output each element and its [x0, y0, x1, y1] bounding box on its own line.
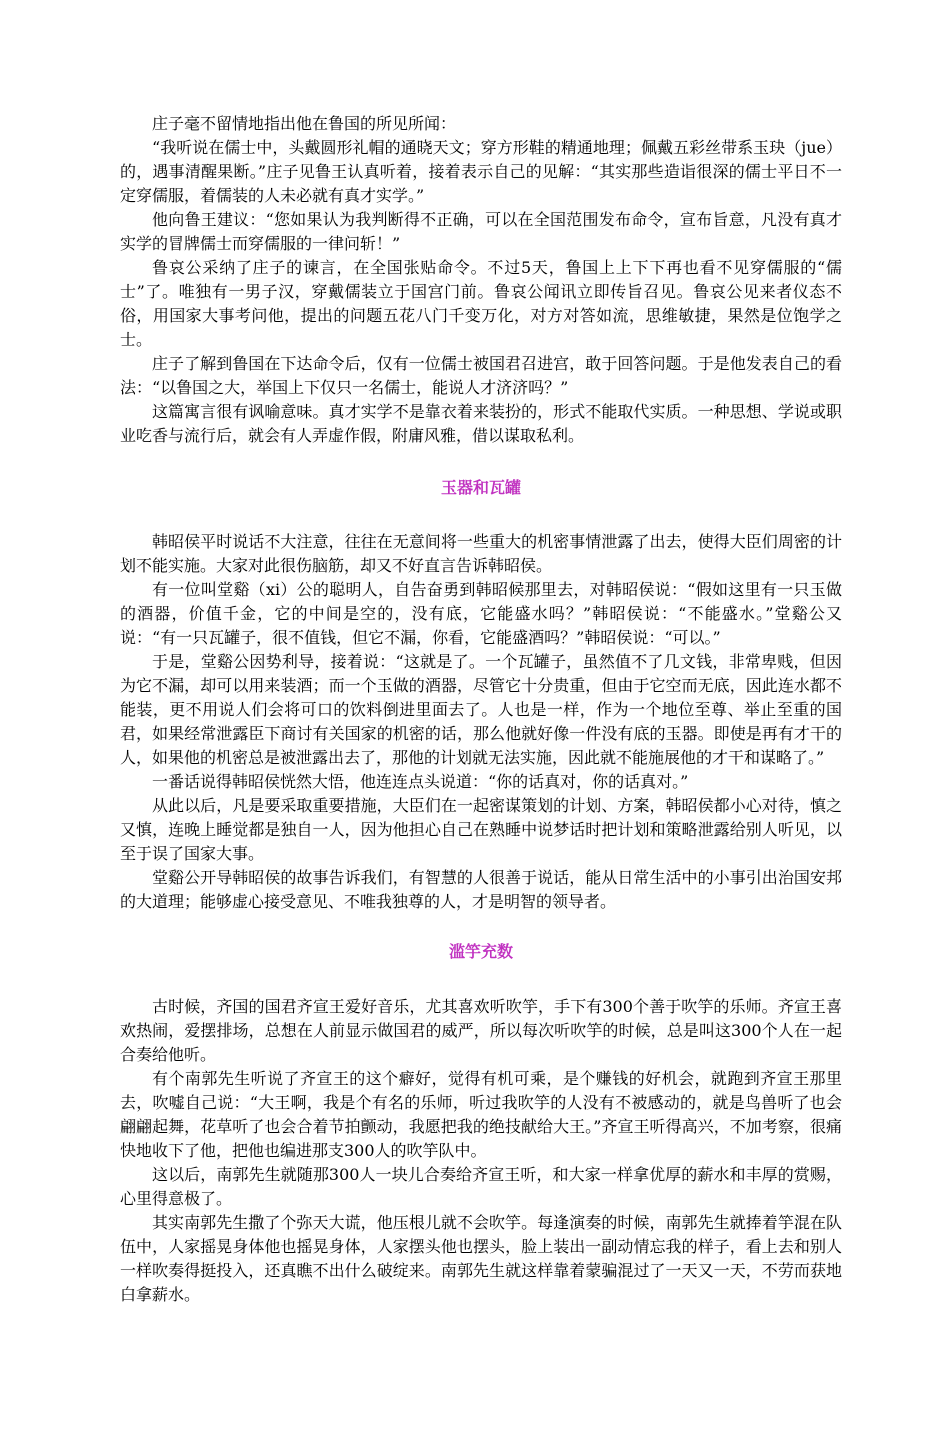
- paragraph: 这以后，南郭先生就随那300人一块儿合奏给齐宣王听，和大家一样拿优厚的薪水和丰厚的赏赐，心里得意极了。: [120, 1165, 842, 1208]
- paragraph: 这篇寓言很有讽喻意味。真才实学不是靠衣着来装扮的，形式不能取代实质。一种思想、学说或职业吃香与流行后，就会有人弄虚作假，附庸风雅，借以谋取私利。: [120, 402, 842, 445]
- paragraph: 庄子了解到鲁国在下达命令后，仅有一位儒士被国君召进宫，敢于回答问题。于是他发表自己的看法：“以鲁国之大，举国上下仅只一名儒士，能说人才济济吗？”: [120, 354, 842, 397]
- paragraph: 于是，堂谿公因势利导，接着说：“这就是了。一个瓦罐子，虽然值不了几文钱，非常卑贱，但因为它不漏，却可以用来装酒；而一个玉做的酒器，尽管它十分贵重，但由于它空而无底，因此连水都不能装，更不用说人们会将可口的饮料倒进里面去了。人也是一样，作为一个地位至尊、举止至重的国君，如果经常泄露臣下商讨有关国家的机密的话，那么他就好像一件没有底的玉器。即使是再有才干的人，如果他的机密总是被泄露出去了，那他的计划就无法实施，因此就不能施展他的才干和谋略了。”: [120, 652, 842, 767]
- paragraph: 鲁哀公采纳了庄子的谏言，在全国张贴命令。不过5天，鲁国上上下下再也看不见穿儒服的“儒士”了。唯独有一男子汉，穿戴儒装立于国宫门前。鲁哀公闻讯立即传旨召见。鲁哀公见来者仪态不俗，用国家大事考问他，提出的问题五花八门千变万化，对方对答如流，思维敏捷，果然是位饱学之士。: [120, 258, 842, 349]
- paragraph: 从此以后，凡是要采取重要措施，大臣们在一起密谋策划的计划、方案，韩昭侯都小心对待，慎之又慎，连晚上睡觉都是独自一人，因为他担心自己在熟睡中说梦话时把计划和策略泄露给别人听见，以至于误了国家大事。: [120, 796, 842, 863]
- section-lan-yu-chong-shu: [120, 995, 842, 1307]
- document-page: [120, 112, 842, 1307]
- paragraph: 庄子毫不留情地指出他在鲁国的所见所闻：: [152, 114, 457, 133]
- section-heading-lan-yu-chong-shu: 滥竽充数: [448, 942, 513, 961]
- paragraph: 韩昭侯平时说话不大注意，往往在无意间将一些重大的机密事情泄露了出去，使得大臣们周密的计划不能实施。大家对此很伤脑筋，却又不好直言告诉韩昭侯。: [120, 532, 842, 575]
- paragraph: 古时候，齐国的国君齐宣王爱好音乐，尤其喜欢听吹竽，手下有300个善于吹竽的乐师。齐宣王喜欢热闹，爱摆排场，总想在人前显示做国君的威严，所以每次听吹竽的时候，总是叫这300个人在一起合奏给他听。: [120, 997, 842, 1064]
- paragraph: 有个南郭先生听说了齐宣王的这个癖好，觉得有机可乘，是个赚钱的好机会，就跑到齐宣王那里去，吹嘘自己说：“大王啊，我是个有名的乐师，听过我吹竽的人没有不被感动的，就是鸟兽听了也会翩翩起舞，花草听了也会合着节拍颤动，我愿把我的绝技献给大王。”齐宣王听得高兴，不加考察，很痛快地收下了他，把他也编进那支300人的吹竽队中。: [120, 1069, 842, 1160]
- section-jade-and-jar: [120, 530, 842, 914]
- paragraph: 有一位叫堂谿（xi）公的聪明人，自告奋勇到韩昭候那里去，对韩昭侯说：“假如这里有一只玉做的酒器，价值千金，它的中间是空的，没有底，它能盛水吗？”韩昭侯说：“不能盛水。”堂谿公又说：“有一只瓦罐子，很不值钱，但它不漏，你看，它能盛酒吗？”韩昭侯说：“可以。”: [120, 580, 842, 647]
- paragraph: 堂谿公开导韩昭侯的故事告诉我们，有智慧的人很善于说话，能从日常生活中的小事引出治国安邦的大道理；能够虚心接受意见、不唯我独尊的人，才是明智的领导者。: [120, 868, 842, 911]
- section-heading-jade-and-jar: 玉器和瓦罐: [440, 478, 521, 497]
- paragraph: 他向鲁王建议：“您如果认为我判断得不正确，可以在全国范围发布命令，宣布旨意，凡没有真才实学的冒牌儒士而穿儒服的一律问斩！”: [120, 210, 842, 253]
- paragraph: 其实南郭先生撒了个弥天大谎，他压根儿就不会吹竽。每逢演奏的时候，南郭先生就捧着竽混在队伍中，人家摇晃身体他也摇晃身体，人家摆头他也摆头，脸上装出一副动情忘我的样子，看上去和别人一样吹奏得挺投入，还真瞧不出什么破绽来。南郭先生就这样靠着蒙骗混过了一天又一天，不劳而获地白拿薪水。: [120, 1213, 842, 1304]
- paragraph: 一番话说得韩昭侯恍然大悟，他连连点头说道：“你的话真对，你的话真对。”: [152, 772, 689, 791]
- section-zhuangzi-ru: [120, 112, 842, 448]
- paragraph: “我听说在儒士中，头戴圆形礼帽的通晓天文；穿方形鞋的精通地理；佩戴五彩丝带系玉玦（jue）的，遇事清醒果断。”庄子见鲁王认真听着，接着表示自己的见解：“其实那些造诣很深的儒士平日不一定穿儒服，着儒装的人未必就有真才实学。”: [120, 138, 842, 205]
